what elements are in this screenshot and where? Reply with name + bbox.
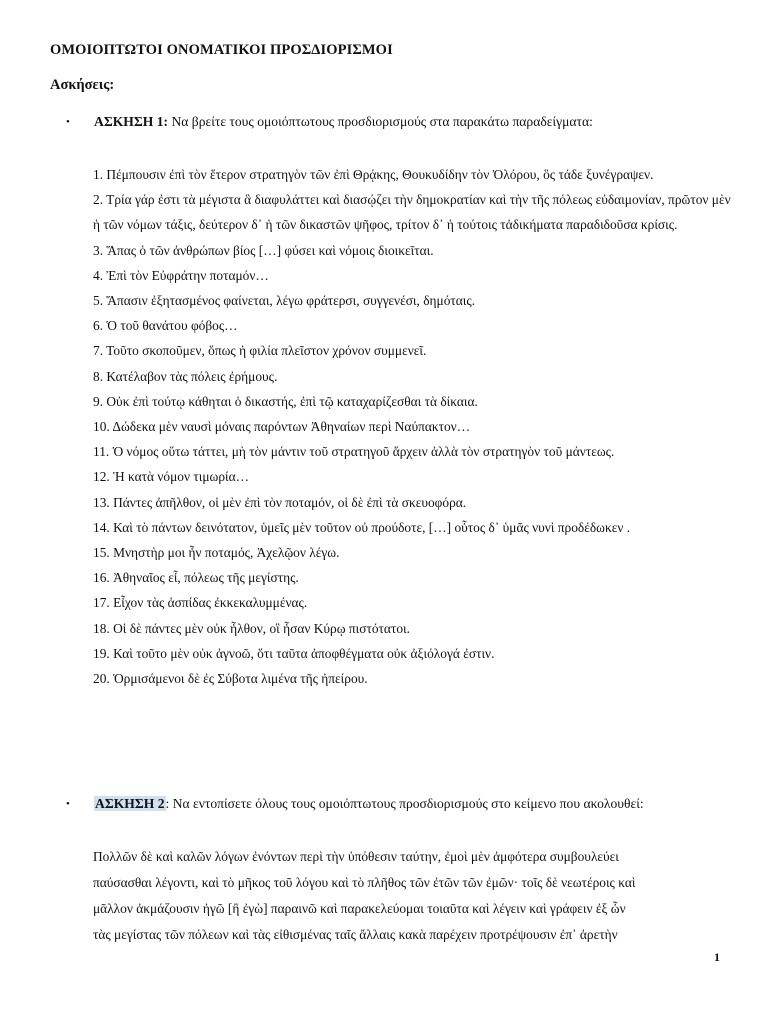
exercise-item: 15. Μνηστὴρ μοι ἦν ποταμός, Ἀχελῷον λέγω. — [93, 545, 340, 561]
exercise-item: 10. Δώδεκα μὲν ναυσὶ μόναις παρόντων Ἀθηναίων περὶ Ναύπακτον… — [93, 419, 471, 435]
exercise-2-label: ΑΣΚΗΣΗ 2 — [95, 796, 165, 811]
exercise-item: 17. Εἶχον τὰς ἀσπίδας ἐκκεκαλυμμένας. — [93, 595, 308, 611]
passage-line: παύσασθαι λέγοντι, καὶ τὸ μῆκος τοῦ λόγου καὶ τὸ πλῆθος τῶν ἐτῶν τῶν ἐμῶν· τοῖς δὲ νεωτέροις καὶ — [93, 875, 636, 890]
exercise-item: 14. Καὶ τὸ πάντων δεινότατον, ὑμεῖς μὲν τοῦτον οὐ προύδοτε, […] οὗτος δ᾽ ὑμᾶς νυνὶ προδέδωκεν . — [93, 519, 631, 535]
exercise-item: 2. Τρία γάρ ἐστι τὰ μέγιστα ἃ διαφυλάττει καὶ διασῴζει τὴν δημοκρατίαν καὶ τὴν τῆς πόλεως εὐδαιμονίαν, πρῶτον μὲν ἡ τῶν νόμων τάξις, δεύτερον δ᾽ ἡ τῶν δικαστῶν ψῆφος, τρίτον δ᾽ ἡ τούτοις τἀδικήματα παραδιδοῦσα κρίσις. — [93, 192, 731, 233]
exercise-item: 8. Κατέλαβον τὰς πόλεις ἐρήμους. — [93, 368, 278, 384]
exercise-1-items — [93, 162, 733, 691]
passage-line: τὰς μεγίστας τῶν πόλεων καὶ τὰς εἰθισμένας ταῖς ἄλλαις κακὰ παρέχειν προτρέψουσιν ἐπ᾽ ἀρετὴν — [93, 927, 618, 942]
exercise-1-instruction: Να βρείτε τους ομοιόπτωτους προσδιορισμούς στα παρακάτω παραδείγματα: — [171, 114, 593, 129]
page-number: 1 — [714, 950, 720, 964]
bullet-icon: • — [66, 798, 70, 810]
exercises-heading: Ασκήσεις: — [50, 77, 115, 93]
exercise-item: 5. Ἅπασιν ἐξητασμένος φαίνεται, λέγω φράτερσι, συγγενέσι, δημόταις. — [93, 293, 476, 309]
exercise-item: 11. Ὁ νόμος οὕτω τάττει, μὴ τὸν μάντιν τοῦ στρατηγοῦ ἄρχειν ἀλλὰ τὸν στρατηγὸν τοῦ μάντεως. — [93, 444, 615, 460]
exercise-item: 13. Πάντες ἀπῆλθον, οἱ μὲν ἐπὶ τὸν ποταμόν, οἱ δὲ ἐπὶ τὰ σκευοφόρα. — [93, 494, 467, 510]
exercise-item: 18. Οἱ δὲ πάντες μὲν οὐκ ἦλθον, οἳ ἦσαν Κύρῳ πιστότατοι. — [93, 620, 410, 636]
exercise-2-header — [66, 796, 644, 812]
exercise-2-passage — [93, 844, 725, 948]
exercise-item: 3. Ἅπας ὁ τῶν ἀνθρώπων βίος […] φύσει καὶ νόμοις διοικεῖται. — [93, 242, 434, 258]
exercise-item: 7. Τοῦτο σκοποῦμεν, ὅπως ἡ φιλία πλεῖστον χρόνον συμμενεῖ. — [93, 343, 427, 359]
exercise-item: 16. Ἀθηναῖος εἶ, πόλεως τῆς μεγίστης. — [93, 570, 299, 586]
bullet-icon: • — [66, 116, 70, 128]
exercise-item: 12. Ἡ κατὰ νόμον τιμωρία… — [93, 469, 250, 485]
exercise-item: 9. Οὐκ ἐπὶ τούτῳ κάθηται ὁ δικαστής, ἐπὶ τῷ καταχαρίζεσθαι τὰ δίκαια. — [93, 393, 478, 409]
exercise-1-header — [66, 114, 593, 130]
exercise-1-label: ΑΣΚΗΣΗ 1: — [94, 114, 169, 129]
passage-line: Πολλῶν δὲ καὶ καλῶν λόγων ἐνόντων περὶ τὴν ὑπόθεσιν ταύτην, ἐμοὶ μὲν ἀμφότερα συμβουλεύει — [93, 849, 619, 864]
passage-line: μᾶλλον ἀκμάζουσιν ἠγῶ [ἢ ἐγὼ] παραινῶ καὶ παρακελεύομαι τοιαῦτα καὶ λέγειν καὶ γράφειν ἐξ ὧν — [93, 901, 626, 916]
document-title: ΟΜΟΙΟΠΤΩΤΟΙ ΟΝΟΜΑΤΙΚΟΙ ΠΡΟΣΔΙΟΡΙΣΜΟΙ — [50, 42, 393, 58]
exercise-item: 4. Ἐπὶ τὸν Εὐφράτην ποταμόν… — [93, 267, 269, 283]
exercise-item: 19. Καὶ τοῦτο μὲν οὐκ ἀγνοῶ, ὅτι ταῦτα ἀποφθέγματα οὐκ ἀξιόλογά ἐστιν. — [93, 645, 495, 661]
exercise-item: 1. Πέμπουσιν ἐπὶ τὸν ἕτερον στρατηγὸν τῶν ἐπὶ Θρᾴκης, Θουκυδίδην τὸν Ὀλόρου, ὃς τάδε ξυνέγραψεν. — [93, 167, 654, 182]
exercise-item: 6. Ὁ τοῦ θανάτου φόβος… — [93, 318, 238, 334]
exercise-item: 20. Ὁρμισάμενοι δὲ ἐς Σύβοτα λιμένα τῆς ἠπείρου. — [93, 671, 368, 687]
exercise-2-instruction: : Να εντοπίσετε όλους τους ομοιόπτωτους προσδιορισμούς στο κείμενο που ακολουθεί: — [165, 796, 644, 811]
